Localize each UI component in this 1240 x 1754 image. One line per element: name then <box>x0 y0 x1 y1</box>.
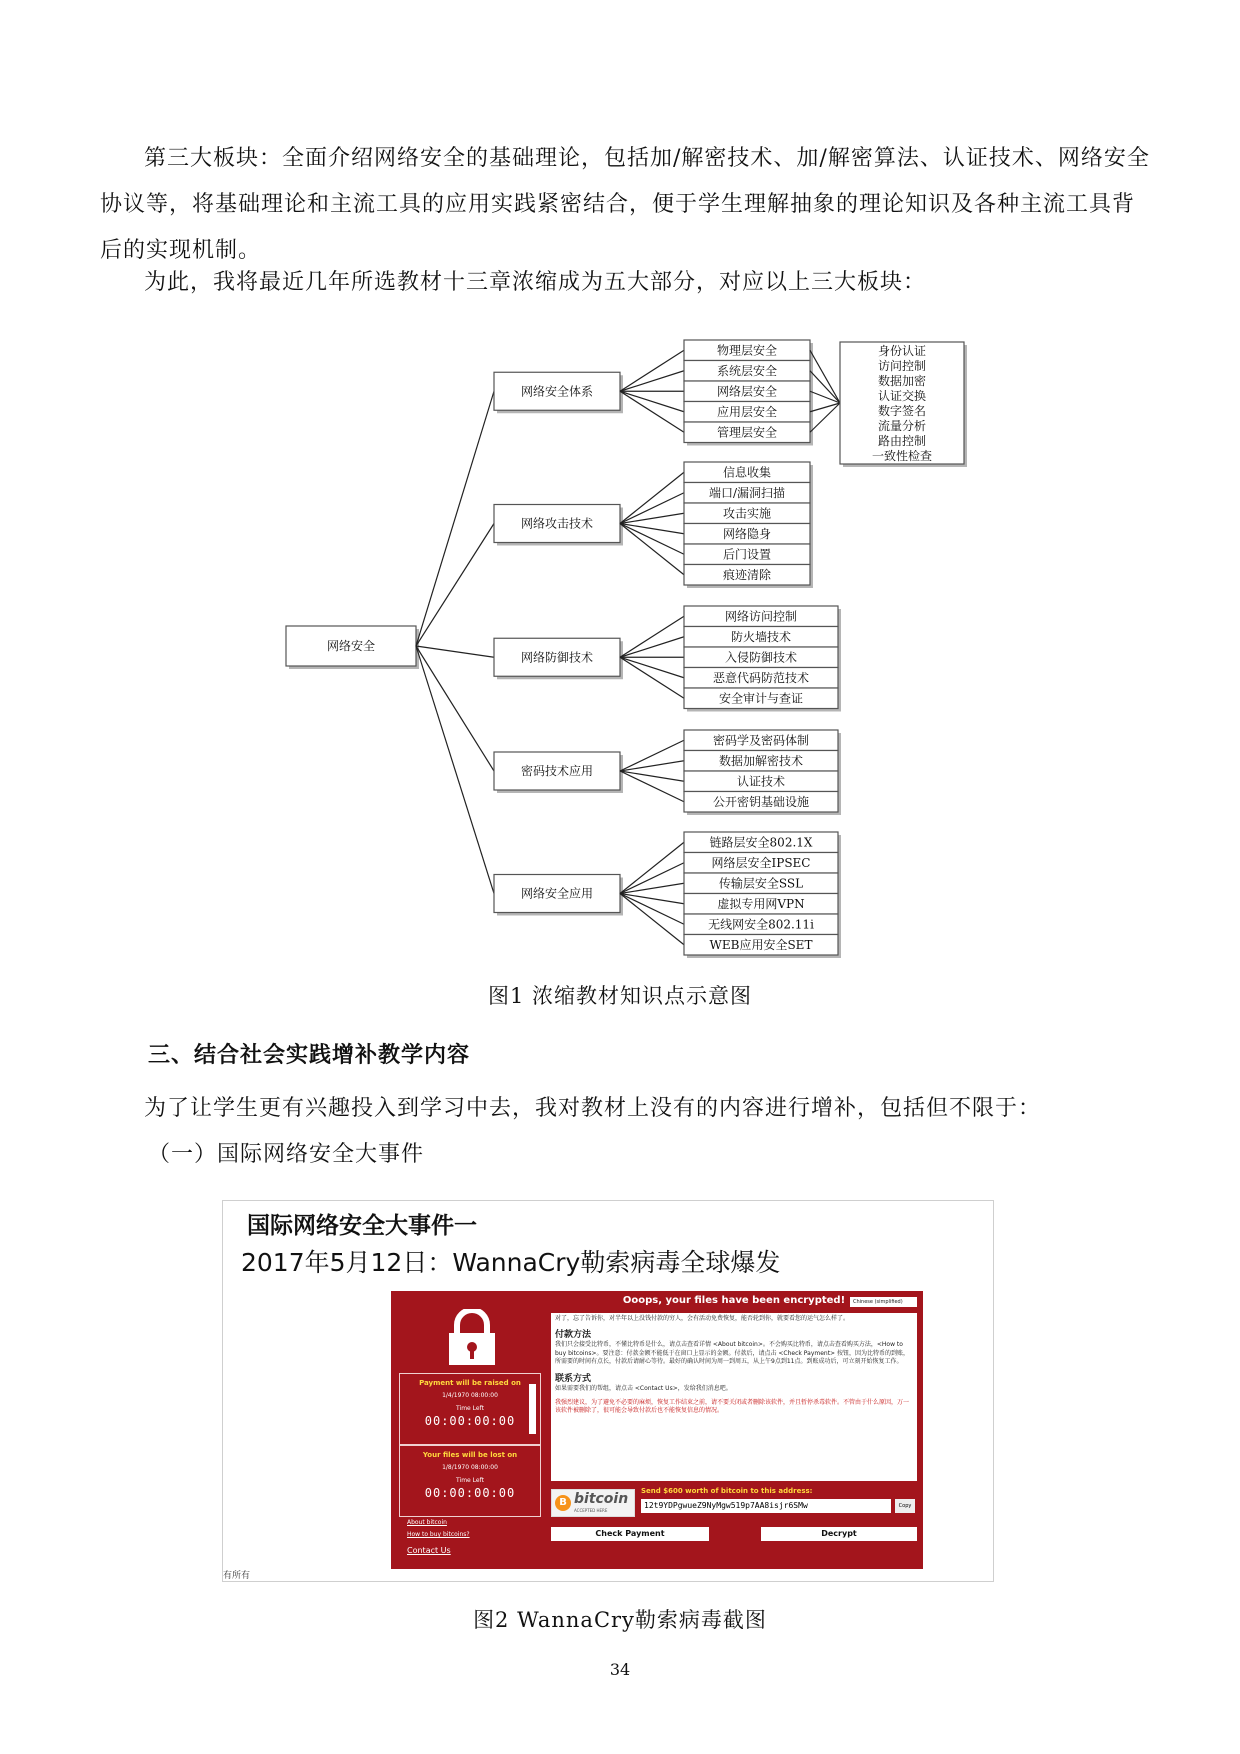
leaf-node-label: 痕迹清除 <box>722 567 772 582</box>
branch-node <box>494 505 623 546</box>
leaf-node-label: 信息收集 <box>722 465 772 480</box>
edge-root-to-branch <box>416 646 494 894</box>
subsection-1-heading: （一）国际网络安全大事件 <box>148 1142 425 1167</box>
leaf-node-label: 公开密钥基础设施 <box>712 794 810 809</box>
edge-root-to-branch <box>416 646 494 657</box>
edge-branch-to-item <box>620 637 684 658</box>
send-instruction: Send $600 worth of bitcoin to this address: <box>641 1487 813 1495</box>
leaf-node-label: 攻击实施 <box>722 506 772 521</box>
event-subtitle: 2017年5月12日：WannaCry勒索病毒全球爆发 <box>241 1248 781 1277</box>
ransom-note-text <box>551 1313 917 1481</box>
figure-2-caption: 图2 WannaCry勒索病毒截图 <box>473 1608 767 1632</box>
panel-date: 1/8/1970 08:00:00 <box>442 1464 498 1471</box>
panel-title: Payment will be raised on <box>419 1379 521 1387</box>
security-service-item: 数据加密 <box>877 374 927 388</box>
edge-root-to-branch <box>416 524 494 647</box>
note-heading-contact: 联系方式 <box>555 1373 592 1384</box>
leaf-node-label: 入侵防御技术 <box>724 650 798 665</box>
leaf-node-label: 链路层安全802.1X <box>709 835 813 850</box>
wannacry-figure <box>222 1200 994 1582</box>
panel-date: 1/4/1970 08:00:00 <box>442 1392 498 1399</box>
branch-node <box>494 875 623 916</box>
edge-branch-to-item <box>620 657 684 698</box>
leaf-node-label: 无线网安全802.11i <box>708 917 814 932</box>
note-payment-text: 我们只会接受比特币，不懂比特币是什么，请点击查看详情 <About bitcoin>。不会购买比特币，请点击查看购买方法，<How to buy bitcoins>。要注意：付款金额不能低于在窗口上显示的金额。付款后，请点击 <Check Payment> 按钮，因为比特币的到账，所需要的时间有点长，付款后请耐心等待。最好的确认时间为周一到周五，从上午9点到11点。到账成功后，可立刻开始恢复工作。 <box>555 1341 909 1366</box>
edge-root-to-branch <box>416 646 494 771</box>
paragraph-block-three: 第三大板块：全面介绍网络安全的基础理论，包括加/解密技术、加/解密算法、认证技术、网络安全协议等，将基础理论和主流工具的应用实践紧密结合，便于学生理解抽象的理论知识及各种主流工具背后的实现机制。 <box>100 146 1150 263</box>
wannacry-window <box>391 1291 923 1569</box>
payment-raise-panel <box>399 1373 541 1445</box>
leaf-node-label: 管理层安全 <box>716 425 778 440</box>
security-service-item: 一致性检查 <box>871 449 933 463</box>
root-node-label: 网络安全 <box>326 639 376 653</box>
leaf-node-label: 恶意代码防范技术 <box>712 670 810 685</box>
section-3-intro: 为了让学生更有兴趣投入到学习中去，我对教材上没有的内容进行增补，包括但不限于： <box>144 1096 1042 1121</box>
security-service-item: 访问控制 <box>877 359 927 373</box>
decrypt-button[interactable]: Decrypt <box>761 1527 917 1541</box>
note-contact-text: 如果需要我们的帮组，请点击 <Contact Us>，发给我们消息吧。 <box>555 1384 732 1392</box>
branch-node <box>494 372 623 413</box>
panel-time-left-label: Time Left <box>456 1477 484 1484</box>
note-warning-text: 我强烈建议，为了避免不必要的麻烦，恢复工作结束之前，请不要关闭或者删除该软件，并且暂停杀毒软件。不管由于什么原因，万一该软件被删除了，很可能会导致付款后也不能恢复信息的情况。 <box>555 1399 910 1415</box>
check-payment-button[interactable]: Check Payment <box>551 1527 709 1541</box>
leaf-node-label: 后门设置 <box>722 547 772 562</box>
edge-branch-to-item <box>620 657 684 678</box>
bitcoin-label: bitcoin <box>574 1491 629 1507</box>
payment-area <box>551 1487 917 1519</box>
security-service-item: 路由控制 <box>877 434 927 448</box>
countdown-timer: 00:00:00:00 <box>424 1486 516 1500</box>
leaf-node-label: 应用层安全 <box>716 404 778 419</box>
leaf-node-label: 防火墙技术 <box>730 629 792 644</box>
page-number: 34 <box>609 1660 631 1679</box>
security-services-box <box>840 342 967 467</box>
leaf-node-label: 传输层安全SSL <box>718 876 804 891</box>
window-title: Ooops, your files have been encrypted! <box>622 1295 846 1306</box>
note-intro: 对了，忘了告诉你，对半年以上没钱付款的穷人，会有活动免费恢复，能否轮到你，就要看您的运气怎么样了。 <box>555 1315 850 1322</box>
edge-branch-to-item <box>620 616 684 657</box>
language-select[interactable]: Chinese (simplified) <box>850 1297 917 1307</box>
leaf-node <box>684 565 813 589</box>
event-title: 国际网络安全大事件一 <box>247 1213 477 1239</box>
leaf-node <box>684 935 841 959</box>
root-node <box>286 626 419 669</box>
section-3-heading: 三、结合社会实践增补教学内容 <box>148 1043 471 1068</box>
copy-button[interactable]: Copy <box>895 1499 915 1513</box>
files-lost-panel <box>399 1445 541 1517</box>
edge-item-to-services <box>810 391 840 403</box>
branch-node-label: 网络安全体系 <box>520 384 594 399</box>
progress-bar <box>529 1384 536 1434</box>
padlock-icon <box>431 1309 513 1365</box>
leaf-node-label: WEB应用安全SET <box>709 937 813 952</box>
leaf-node-label: 数据加解密技术 <box>718 753 804 768</box>
leaf-node-label: 虚拟专用网VPN <box>717 896 805 911</box>
leaf-node-label: 网络层安全IPSEC <box>711 855 811 870</box>
panel-time-left-label: Time Left <box>456 1405 484 1412</box>
edge-branch-to-item <box>620 350 684 391</box>
leaf-node <box>684 422 813 446</box>
leaf-node-label: 认证技术 <box>736 774 786 789</box>
leaf-node <box>684 792 841 816</box>
figure-1-caption: 图1 浓缩教材知识点示意图 <box>487 984 753 1008</box>
leaf-node-label: 物理层安全 <box>716 343 778 358</box>
leaf-node-label: 网络层安全 <box>716 384 778 399</box>
branch-node <box>494 752 623 793</box>
leaf-node-label: 网络隐身 <box>722 526 772 541</box>
help-links <box>407 1517 470 1557</box>
note-heading-payment: 付款方法 <box>555 1330 592 1341</box>
how-to-buy-link[interactable]: How to buy bitcoins? <box>407 1531 470 1538</box>
edge-branch-to-item <box>620 391 684 412</box>
branch-node-label: 网络防御技术 <box>520 650 594 665</box>
security-service-item: 身份认证 <box>877 344 927 358</box>
edge-branch-to-item <box>620 391 684 432</box>
paragraph-intro-diagram: 为此，我将最近几年所选教材十三章浓缩成为五大部分，对应以上三大板块： <box>144 270 927 295</box>
edge-branch-to-item <box>620 371 684 392</box>
edge-root-to-branch <box>416 391 494 646</box>
security-service-item: 流量分析 <box>877 419 927 433</box>
leaf-node <box>684 688 841 712</box>
leaf-node-label: 网络访问控制 <box>724 609 798 624</box>
bitcoin-badge <box>551 1489 635 1517</box>
leaf-node-label: 系统层安全 <box>716 363 778 378</box>
branch-node-label: 密码技术应用 <box>520 764 594 778</box>
bitcoin-sublabel: ACCEPTED HERE <box>574 1508 608 1513</box>
leaf-node-label: 端口/漏洞扫描 <box>708 485 786 500</box>
contact-us-link[interactable]: Contact Us <box>407 1546 451 1555</box>
countdown-timer: 00:00:00:00 <box>424 1414 516 1428</box>
security-service-item: 数字签名 <box>877 404 927 418</box>
leaf-node-label: 安全审计与查证 <box>718 691 804 706</box>
corner-stamp: 有所有 <box>223 1571 251 1581</box>
security-service-item: 认证交换 <box>877 389 927 403</box>
bitcoin-coin-icon: B <box>555 1495 571 1511</box>
branch-node-label: 网络安全应用 <box>520 886 594 901</box>
about-bitcoin-link[interactable]: About bitcoin <box>407 1519 447 1526</box>
leaf-node-label: 密码学及密码体制 <box>712 733 810 748</box>
wannacry-left-panel <box>391 1291 549 1569</box>
bitcoin-address-field[interactable]: 12t9YDPgwueZ9NyMgw519p7AA8isjr6SMw <box>641 1499 891 1513</box>
edge-item-to-services <box>810 350 840 403</box>
panel-title: Your files will be lost on <box>422 1451 518 1459</box>
branch-node-label: 网络攻击技术 <box>520 516 594 531</box>
branch-node <box>494 638 623 679</box>
